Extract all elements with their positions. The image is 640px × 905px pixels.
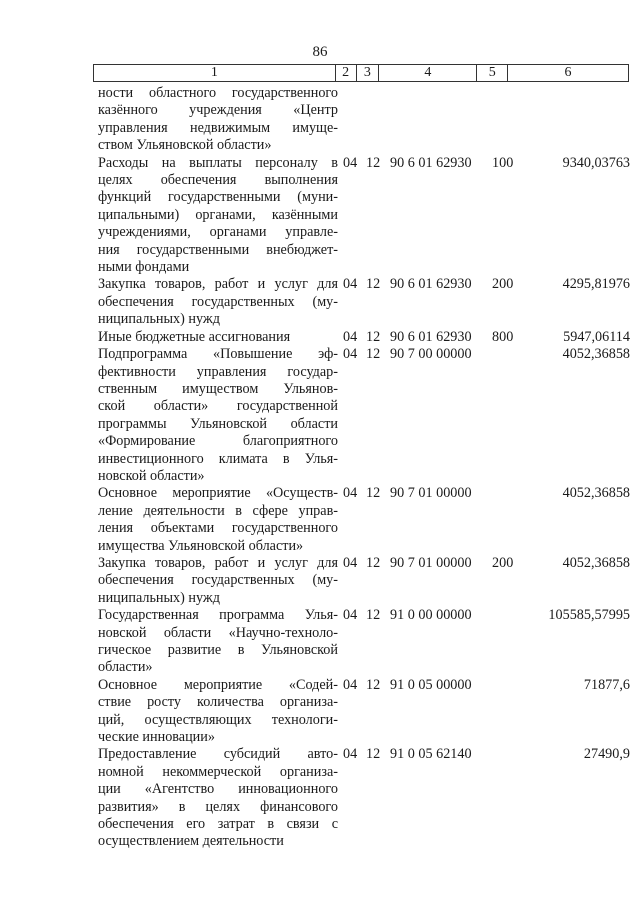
table-row (98, 346, 630, 485)
section-code: 04 (343, 276, 358, 293)
row-description (98, 155, 338, 277)
section-code (343, 85, 363, 155)
amount-value: 27490,9 (583, 746, 630, 763)
description-line: Иные бюджетные ассигнования (98, 328, 291, 345)
description-line: целях обеспечения выполнения (98, 172, 338, 189)
target-article-code: 91 0 05 62140 (390, 746, 472, 763)
subsection-code: 12 (366, 328, 381, 345)
section-code: 04 (343, 485, 358, 502)
section-code: 04 (343, 154, 358, 171)
description-line: «Формирование благоприятного (98, 433, 338, 450)
subsection-code: 12 (366, 607, 381, 624)
description-line: функций государственными (муни- (98, 189, 338, 206)
description-line: Основное мероприятие «Осуществ- (98, 485, 338, 502)
description-line: ций, осуществляющих технологи- (98, 711, 338, 728)
description-line: гическое развитие в Ульяновской (98, 642, 338, 658)
description-line: обеспечения государственных (му- (98, 572, 338, 589)
target-article-code: 90 7 00 00000 (390, 346, 472, 363)
table-row (98, 85, 630, 155)
amount-value: 4052,36858 (562, 485, 630, 502)
column-header-6: 6 (564, 65, 572, 80)
description-line: ции «Агентство инновационного (98, 781, 338, 798)
expense-type-code: 200 (492, 554, 514, 571)
row-description (98, 485, 338, 555)
table-row (98, 607, 630, 677)
description-line: Предоставление субсидий авто- (98, 746, 338, 763)
target-article-code: 90 7 01 00000 (390, 485, 472, 502)
description-line: ственным имуществом Ульянов- (98, 380, 338, 397)
description-line: ления объектами государственного (98, 520, 338, 537)
page-number: 86 (312, 44, 328, 60)
description-line: Расходы на выплаты персоналу в (98, 154, 338, 171)
description-line: ской области» государственной (98, 398, 338, 415)
description-line: номной некоммерческой организа- (98, 763, 338, 780)
description-line: Основное мероприятие «Содей- (98, 676, 338, 693)
column-header-row (93, 64, 629, 82)
expense-type-code (492, 746, 522, 850)
description-line: обеспечения его затрат в связи с (98, 816, 338, 833)
row-description (98, 346, 338, 485)
row-description (98, 607, 338, 677)
description-line: ческие инновации» (98, 729, 215, 746)
section-code: 04 (343, 607, 358, 624)
table-row (98, 276, 630, 328)
row-description (98, 677, 338, 747)
subsection-code: 12 (366, 154, 381, 171)
description-line: инвестиционного климата в Улья- (98, 450, 338, 467)
amount-value (522, 85, 630, 155)
column-header-5: 5 (477, 65, 508, 81)
description-line: ными фондами (98, 259, 190, 276)
target-article-code: 90 7 01 00000 (390, 554, 472, 571)
expense-type-code (492, 607, 522, 677)
target-article-code: 90 6 01 62930 (390, 328, 472, 345)
description-line: имущества Ульяновской области» (98, 537, 304, 554)
description-line: программы Ульяновской области (98, 415, 338, 432)
target-article-code (390, 85, 492, 155)
description-line: Закупка товаров, работ и услуг для (98, 554, 338, 571)
row-description (98, 276, 338, 328)
description-line: ниципальных) нужд (98, 311, 220, 328)
section-code: 04 (343, 676, 358, 693)
amount-value: 4295,81976 (562, 276, 630, 293)
description-line: ством Ульяновской области» (98, 137, 272, 154)
subsection-code (366, 85, 388, 155)
description-line: обеспечения государственных (му- (98, 293, 338, 310)
row-description (98, 746, 338, 850)
expense-type-code: 800 (492, 328, 514, 345)
description-line: Государственная программа Улья- (98, 607, 338, 624)
expense-type-code: 100 (492, 154, 514, 171)
target-article-code: 91 0 05 00000 (390, 676, 472, 693)
section-code: 04 (343, 328, 358, 345)
description-line: казённого учреждения «Центр (98, 102, 338, 119)
description-line: управления недвижимым имуще- (98, 119, 338, 136)
expense-type-code: 200 (492, 276, 514, 293)
description-line: ния государственными внебюджет- (98, 241, 338, 258)
section-code: 04 (343, 554, 358, 571)
description-line: области» (98, 659, 153, 676)
description-line: фективности управления государ- (98, 363, 338, 380)
row-description (98, 85, 338, 155)
description-line: Закупка товаров, работ и услуг для (98, 276, 338, 293)
table-row (98, 485, 630, 555)
table-row (98, 555, 630, 607)
description-line: учреждениями, органами управле- (98, 224, 338, 241)
description-line: новской области «Научно-техноло- (98, 624, 338, 641)
target-article-code: 91 0 00 00000 (390, 607, 472, 624)
amount-value: 9340,03763 (562, 154, 630, 171)
description-line: ствие росту количества организа- (98, 694, 338, 711)
row-description (98, 329, 338, 346)
description-line: ниципальных) нужд (98, 589, 220, 606)
description-line: Подпрограмма «Повышение эф- (98, 346, 338, 363)
budget-table-body (98, 85, 630, 851)
column-header-3: 3 (357, 65, 380, 81)
amount-value: 5947,06114 (563, 328, 630, 345)
row-description (98, 555, 338, 607)
target-article-code: 90 6 01 62930 (390, 276, 472, 293)
column-header-2: 2 (336, 65, 357, 81)
target-article-code: 90 6 01 62930 (390, 154, 472, 171)
subsection-code: 12 (366, 485, 381, 502)
table-row (98, 155, 630, 277)
amount-value: 105585,57995 (548, 607, 630, 624)
subsection-code: 12 (366, 746, 381, 763)
section-code: 04 (343, 746, 358, 763)
description-line: осуществлением деятельности (98, 833, 284, 850)
amount-value: 71877,6 (583, 676, 630, 693)
description-line: ципальными) органами, казёнными (98, 206, 338, 223)
expense-type-code (492, 85, 522, 155)
column-header-4: 4 (379, 65, 477, 81)
expense-type-code (492, 677, 522, 747)
subsection-code: 12 (366, 346, 381, 363)
table-row (98, 677, 630, 747)
description-line: ности областного государственного (98, 85, 338, 101)
description-line: ление деятельности в сфере управ- (98, 502, 338, 519)
table-row (98, 746, 630, 850)
subsection-code: 12 (366, 276, 381, 293)
table-row (98, 329, 630, 346)
subsection-code: 12 (366, 554, 381, 571)
amount-value: 4052,36858 (562, 554, 630, 571)
amount-value: 4052,36858 (562, 346, 630, 363)
description-line: развития» в целях финансового (98, 798, 338, 815)
expense-type-code (492, 346, 522, 485)
section-code: 04 (343, 346, 358, 363)
description-line: новской области» (98, 467, 205, 484)
subsection-code: 12 (366, 676, 381, 693)
expense-type-code (492, 485, 522, 555)
column-header-1: 1 (94, 65, 336, 81)
